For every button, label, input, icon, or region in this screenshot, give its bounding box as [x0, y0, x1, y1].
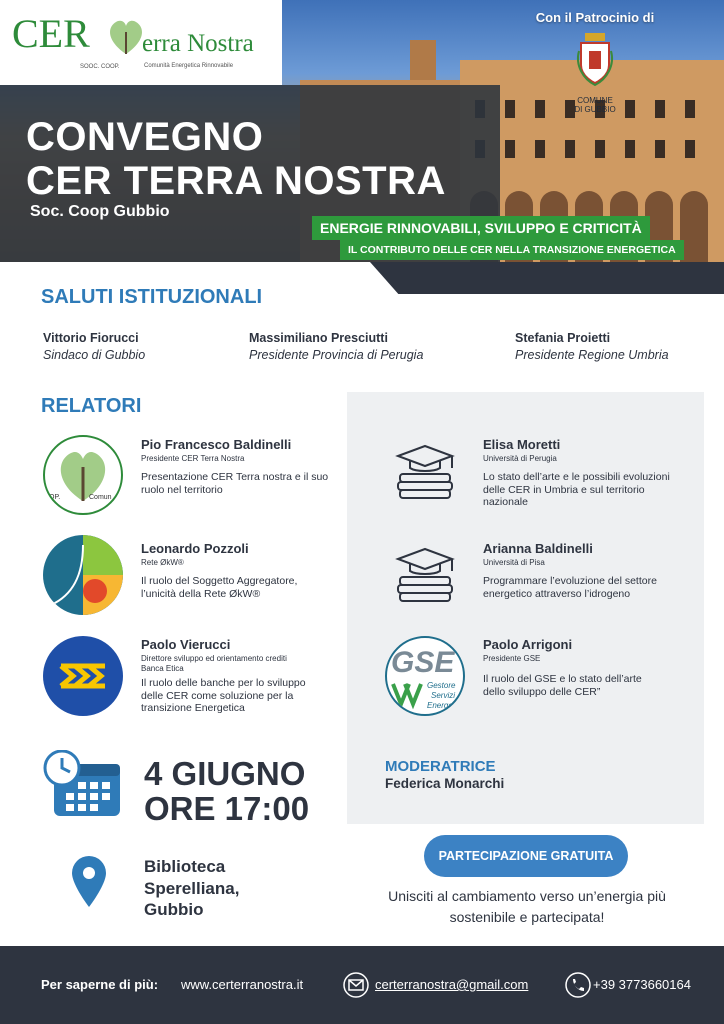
- tree-heart-icon: [45, 437, 121, 513]
- saluto-fiorucci: Vittorio Fiorucci Sindaco di Gubbio: [43, 331, 146, 362]
- logo-sub: SOOC. COOP.: [80, 64, 120, 70]
- phone-link[interactable]: +39 3773660164: [593, 977, 691, 992]
- footer-more-label: Per saperne di più:: [41, 977, 159, 992]
- gse-logo-line1: Gestore: [427, 681, 456, 690]
- gse-logo-mark: GSE: [391, 646, 455, 679]
- speaker-pozzoli: Leonardo Pozzoli Rete ØkW® Il ruolo del Soggetto Aggregatore, l’unicità della Rete ØkW®: [141, 541, 298, 600]
- decorative-tab: [370, 262, 724, 294]
- gse-logo-icon: [387, 638, 463, 714]
- cer-logo: [0, 0, 282, 85]
- gse-logo-line2: Servizi: [431, 691, 456, 700]
- tagline: Unisciti al cambiamento verso un’energia più sostenibile e partecipata!: [388, 888, 666, 925]
- cer-avatar-left: OP.: [49, 494, 61, 501]
- location-pin-icon: [70, 855, 108, 907]
- comune-label: COMUNE DI GUBBIO: [574, 96, 616, 114]
- calendar-clock-icon: [42, 750, 124, 820]
- graduation-books-icon: [392, 442, 458, 502]
- speaker-arrigoni: Paolo Arrigoni Presidente GSE Il ruolo del GSE e lo stato dell’arte dello sviluppo delle CER”: [483, 637, 642, 698]
- gse-logo-line3: Energetici: [427, 701, 463, 710]
- moderator-label: MODERATRICE: [385, 758, 496, 775]
- okw-avatar: [43, 535, 123, 615]
- patronage-label: Con il Patrocinio di: [535, 10, 655, 25]
- relatori-heading: RELATORI: [41, 395, 142, 417]
- logo-name-text: erra Nostra: [142, 30, 254, 57]
- free-participation-button[interactable]: PARTECIPAZIONE GRATUITA: [424, 835, 628, 877]
- gse-avatar: [385, 636, 465, 716]
- logo-sub2: Comunità Energetica Rinnovabile: [144, 63, 234, 69]
- event-place: Biblioteca Sperelliana, Gubbio: [144, 857, 240, 919]
- gubbio-crest-icon: [575, 31, 615, 87]
- saluti-heading: SALUTI ISTITUZIONALI: [41, 286, 263, 308]
- speaker-baldinelli-arianna: Arianna Baldinelli Università di Pisa Programmare l’evoluzione del settore energetico attraverso l’idrogeno: [483, 541, 657, 600]
- theme-subbanner: IL CONTRIBUTO DELLE CER NELLA TRANSIZIONE ENERGETICA: [340, 240, 684, 260]
- speaker-baldinelli-pio: Pio Francesco Baldinelli Presidente CER Terra Nostra Presentazione CER Terra nostra e il suo ruolo nel territorio: [141, 437, 329, 496]
- footer: [0, 946, 724, 1024]
- banca-etica-logo-icon: [43, 636, 123, 716]
- page-title: CONVEGNO CER TERRA NOSTRA: [26, 115, 446, 203]
- patronage-block: [525, 10, 665, 114]
- speaker-vierucci: Paolo Vierucci Direttore sviluppo ed orientamento crediti Banca Etica Il ruolo delle banche per lo sviluppo delle CER come soluzione per la transizione Energetica: [141, 637, 306, 714]
- event-date: 4 GIUGNO ORE 17:00: [144, 755, 310, 827]
- okw-logo-icon: [43, 535, 123, 615]
- phone-icon: [565, 972, 591, 998]
- banca-etica-avatar: [43, 636, 123, 716]
- email-link[interactable]: certerranostra@gmail.com: [375, 977, 529, 992]
- saluto-proietti: Stefania Proietti Presidente Regione Umbria: [515, 331, 669, 362]
- website-link[interactable]: www.certerranostra.it: [181, 977, 304, 992]
- email-icon: [343, 972, 369, 998]
- logo-cer-text: CER: [12, 11, 90, 56]
- subtitle: Soc. Coop Gubbio: [30, 203, 170, 220]
- moderator-name: Federica Monarchi: [385, 776, 505, 791]
- speaker-moretti: Elisa Moretti Università di Perugia Lo stato dell’arte e le possibili evoluzioni delle CER in Umbria e sul territorio nazionale: [483, 437, 670, 508]
- graduation-books-icon: [392, 545, 458, 605]
- theme-banner: ENERGIE RINNOVABILI, SVILUPPO E CRITICITÀ: [312, 216, 650, 240]
- cer-avatar: [43, 435, 123, 515]
- cer-avatar-right: Comun: [89, 494, 112, 501]
- saluto-presciutti: Massimiliano Presciutti Presidente Provincia di Perugia: [249, 331, 424, 362]
- hero-banner: [0, 0, 724, 262]
